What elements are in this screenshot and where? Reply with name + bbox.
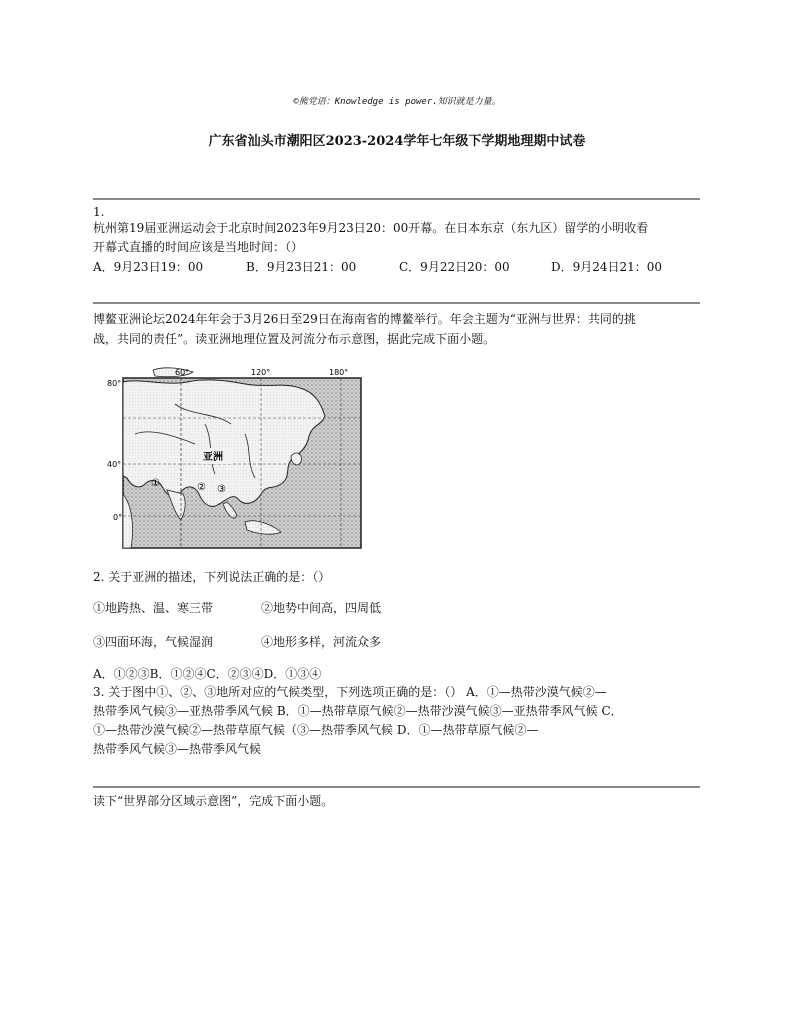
q2-statement-2: ②地势中间高，四周低 bbox=[261, 601, 382, 615]
divider-2 bbox=[93, 302, 700, 304]
asia-map-figure bbox=[95, 364, 367, 550]
q2-options[interactable]: A．①②③B．①②④C．②③④D．①③④ bbox=[93, 667, 322, 681]
q1-option-c[interactable]: C．9月22日20：00 bbox=[399, 260, 510, 274]
map-marker-2: ② bbox=[197, 482, 206, 493]
page-title: 广东省汕头市潮阳区2023-2024学年七年级下学期地理期中试卷 bbox=[208, 134, 586, 149]
passage2-line1: 博鳌亚洲论坛2024年年会于3月26日至29日在海南省的博鳌举行。年会主题为“亚洲与世界：共同的挑 bbox=[93, 312, 636, 326]
map-marker-3: ③ bbox=[217, 484, 226, 495]
map-frame bbox=[123, 368, 361, 548]
map-lat-label-0: 0° bbox=[113, 513, 123, 522]
q3-line2: 热带季风气候③—亚热带季风气候 B．①—热带草原气候②—热带沙漠气候③—亚热带季风气候 C． bbox=[93, 704, 623, 718]
q1-number: 1. bbox=[93, 205, 105, 219]
q2-statement-1: ①地跨热、温、寒三带 bbox=[93, 601, 214, 615]
map-lat-label-40: 40° bbox=[107, 460, 122, 469]
header-note: ©熊党语：Knowledge is power.知识就是力量。 bbox=[293, 97, 501, 107]
passage-4: 读下“世界部分区域示意图”，完成下面小题。 bbox=[93, 794, 334, 808]
q1-option-d[interactable]: D．9月24日21：00 bbox=[551, 260, 663, 274]
map-lon-label-120: 120° bbox=[251, 368, 271, 377]
q3-line3: ①—热带沙漠气候②—热带草原气候（③—热带季风气候 D．①—热带草原气候②— bbox=[93, 723, 539, 737]
q2-statement-4: ④地形多样，河流众多 bbox=[261, 635, 382, 649]
q1-stem-line1: 杭州第19届亚洲运动会于北京时间2023年9月23日20：00开幕。在日本东京（东九区）留学的小明收看 bbox=[93, 221, 649, 235]
divider-1 bbox=[93, 198, 700, 200]
map-lon-label-180: 180° bbox=[329, 368, 349, 377]
q1-stem-line2: 开幕式直播的时间应该是当地时间：（） bbox=[93, 240, 304, 254]
q2-statement-3: ③四面环海，气候湿润 bbox=[93, 635, 214, 649]
q1-option-a[interactable]: A．9月23日19：00 bbox=[93, 260, 204, 274]
divider-3 bbox=[93, 786, 700, 788]
q3-line4: 热带季风气候③—热带季风气候 bbox=[93, 742, 262, 756]
q2-stem: 2. 关于亚洲的描述，下列说法正确的是：（） bbox=[93, 570, 331, 584]
map-lon-label-60: 60° bbox=[175, 368, 190, 377]
q1-option-b[interactable]: B．9月23日21：00 bbox=[246, 260, 357, 274]
map-region-label: 亚洲 bbox=[203, 452, 223, 463]
passage2-line2: 战，共同的责任”。读亚洲地理位置及河流分布示意图，据此完成下面小题。 bbox=[93, 332, 496, 346]
map-marker-1: ① bbox=[151, 478, 160, 489]
map-lat-label-80: 80° bbox=[107, 379, 122, 388]
q3-line1: 3. 关于图中①、②、③地所对应的气候类型，下列选项正确的是：（） A．①—热带沙漠气候②— bbox=[93, 685, 607, 699]
